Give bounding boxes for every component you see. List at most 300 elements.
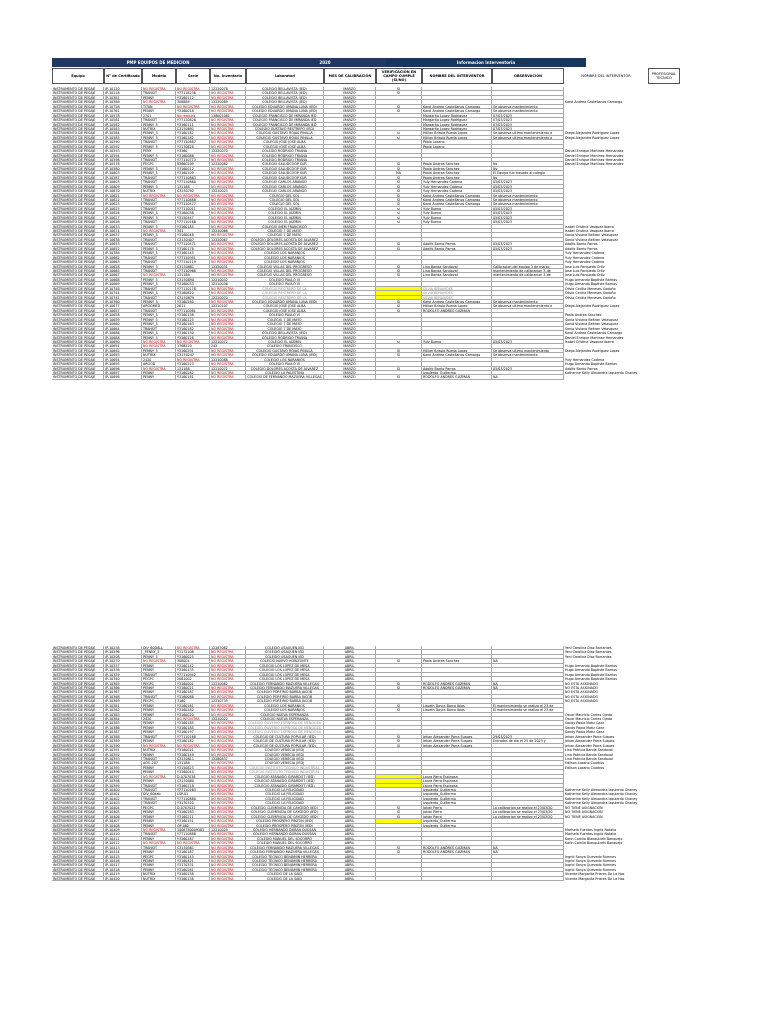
cell-certificado: IP-10408 [104, 824, 142, 828]
cell-modelo: PENNY_5 [142, 136, 176, 140]
cell-mes: MARZO [324, 91, 376, 95]
cell-mes: ABRIL [324, 877, 376, 881]
cell-interventor: Johan Parra [422, 810, 492, 814]
cell-modelo: PENNY [142, 721, 176, 725]
cell-equipo: INSTRUMENTO DE PESAJE [52, 313, 104, 317]
cell-inventario: 12220070 [210, 149, 246, 153]
cell-modelo: DIV_60DALL [142, 646, 176, 650]
cell-certificado: IP-10578 [104, 162, 142, 166]
cell-nombre-interventor: Vicente Margarita Prieres De La Hoz [565, 876, 625, 881]
cell-equipo: INSTRUMENTO DE PESAJE [52, 815, 104, 819]
cell-equipo: INSTRUMENTO DE PESAJE [52, 220, 104, 224]
cell-mes: ABRIL [324, 846, 376, 850]
cell-modelo: PENNY [142, 779, 176, 783]
cell-verificacion: SI [376, 273, 422, 277]
cell-verificacion: SI [376, 815, 422, 819]
cell-serie: C3150879 [176, 296, 210, 300]
cell-equipo: INSTRUMENTO DE PESAJE [52, 739, 104, 743]
cell-certificado: IP-10399 [104, 784, 142, 788]
cell-serie: Y77110828 [176, 118, 210, 122]
cell-certificado: IP-10339 [104, 673, 142, 677]
cell-serie: No registra [176, 114, 210, 118]
cell-laboratorio: COLEGIO LA PALESTINA [246, 371, 324, 375]
cell-serie: Y3160161 [176, 704, 210, 708]
cell-modelo: 2701 [142, 114, 176, 118]
cell-modelo: NO REGISTRA [142, 344, 176, 348]
cell-equipo: INSTRUMENTO DE PESAJE [52, 269, 104, 273]
cell-serie: C3150247 [176, 353, 210, 357]
cell-interventor: Paola Andrea Sanchez [422, 162, 492, 166]
cell-mes: ABRIL [324, 761, 376, 765]
cell-laboratorio: COLEGIO CARLOS ARANGO [246, 185, 324, 189]
cell-modelo: PENNY [142, 850, 176, 854]
cell-inventario: NO REGISTRA [210, 784, 246, 788]
cell-equipo: INSTRUMENTO DE PESAJE [52, 828, 104, 832]
cell-serie: 1008780009181 [176, 828, 210, 832]
cell-laboratorio: COLEGIO FERNANDO MAZUERA VILLEGAS [246, 686, 324, 690]
cell-nombre-interventor: Edilson Lozano Cuadros [565, 765, 605, 770]
cell-laboratorio: COLEGIO FRANCISCO [246, 344, 324, 348]
cell-mes: MARZO [324, 291, 376, 295]
cell-nombre-interventor: Katherine Kelly Alexandra Izquierdo Chaney [565, 796, 638, 801]
cell-inventario: NO REGISTRA [210, 313, 246, 317]
cell-laboratorio: COLEGIO CLEMENCIA DE CAYCEDO (IED) [246, 815, 324, 819]
cell-equipo: INSTRUMENTO DE PESAJE [52, 260, 104, 264]
cell-verificacion: SI [376, 202, 422, 206]
cell-nombre-interventor: Yeni Carolina Diaz Barrantes [565, 650, 612, 655]
cell-certificado: IP-10386 [104, 726, 142, 730]
cell-equipo: INSTRUMENTO DE PESAJE [52, 806, 104, 810]
cell-inventario: 12210088 [210, 358, 246, 362]
cell-nombre-interventor: NO TIENE ASIGNACION [565, 810, 603, 815]
cell-modelo: PENNY_5 [142, 318, 176, 322]
cell-inventario: 12220089 [210, 100, 246, 104]
cell-certificado: IP-10338 [104, 668, 142, 672]
cell-laboratorio: COLEGIO SALUDCOOP SUR [246, 162, 324, 166]
cell-serie: Y77110178 [176, 287, 210, 291]
table-row [52, 877, 664, 881]
cell-modelo: PENNY_5 [142, 291, 176, 295]
cell-nombre-interventor: Hugo Armando Baptiste Barrios [565, 277, 618, 282]
cell-certificado: IP-10407 [104, 819, 142, 823]
cell-modelo: PENNY_5 [142, 251, 176, 255]
cell-certificado: IP-10637 [104, 233, 142, 237]
cell-laboratorio: COLEGIO LA FELICIDAD [246, 788, 324, 792]
cell-certificado: IP-10667 [104, 273, 142, 277]
cell-inventario: NO REGISTRA [210, 287, 246, 291]
cell-modelo: PENNY [142, 824, 176, 828]
cell-laboratorio: COLEGIO LOS LOPEZ DE MESA [246, 664, 324, 668]
cell-observacion: Se observa mantenimiento [492, 109, 564, 113]
cell-serie: Y3160163 [176, 322, 210, 326]
cell-inventario: NO REGISTRA [210, 211, 246, 215]
cell-serie: Y3160118 [176, 784, 210, 788]
cell-modelo: TRANSIT [142, 757, 176, 761]
cell-serie: Y3170320 [176, 801, 210, 805]
cell-equipo: INSTRUMENTO DE PESAJE [52, 149, 104, 153]
cell-modelo: TRANSIT [142, 91, 176, 95]
cell-modelo: NUTRIX [142, 877, 176, 881]
cell-verificacion: SI [376, 682, 422, 686]
cell-mes: MARZO [324, 256, 376, 260]
cell-interventor: RODOLFO ANDRES GUZMAN [422, 375, 492, 379]
cell-inventario: NO REGISTRA [210, 242, 246, 246]
cell-laboratorio: COLEGIO FERNANDO MAZUERA VILLEGAS [246, 846, 324, 850]
cell-laboratorio: COLEGIO DOLORES ACOSTA DE ALVAREZ [246, 367, 324, 371]
cell-equipo: INSTRUMENTO DE PESAJE [52, 202, 104, 206]
cell-nombre-interventor: Karol Andrea Castellanos Camargo [565, 100, 623, 105]
cell-serie: 2081002 [176, 677, 210, 681]
cell-observacion: El mantenimiento se realiza el 23 de [492, 708, 564, 712]
cell-inventario: NO REGISTRA [210, 127, 246, 131]
cell-serie: Y3150823 [176, 766, 210, 770]
cell-interventor: Margarita Lopez Rodriguez [422, 118, 492, 122]
cell-inventario: 12220067 [210, 238, 246, 242]
cell-observacion: mantenimiento de calibracion 3 de [492, 269, 564, 273]
cell-laboratorio: COLEGIO FERNANDO MAZUERA VILLEGAS [246, 682, 324, 686]
cell-modelo: PENNY [142, 713, 176, 717]
cell-nombre-interventor: Sonia Viviana Beltran Velasquez [565, 237, 618, 242]
cell-serie: Y77110860 [176, 180, 210, 184]
cell-mes: MARZO [324, 260, 376, 264]
cell-laboratorio: COLEGIO RODRIGO TRIANA [246, 336, 324, 340]
cell-modelo: PENNY [142, 863, 176, 867]
cell-equipo: INSTRUMENTO DE PESAJE [52, 180, 104, 184]
cell-inventario: NO REGISTRA [210, 251, 246, 255]
cell-mes: MARZO [324, 375, 376, 379]
cell-verificacion: si [376, 211, 422, 215]
header-equipo: Equipo [52, 68, 104, 84]
cell-modelo: TRANSIT [142, 695, 176, 699]
cell-inventario: NO REGISTRA [210, 837, 246, 841]
cell-mes: ABRIL [324, 713, 376, 717]
cell-modelo: PENNY [142, 730, 176, 734]
cell-interventor: Laura Parra Espinosa [422, 775, 492, 779]
cell-certificado: IP-10698 [104, 375, 142, 379]
cell-laboratorio: COLEGIO 7 DE MAYO [246, 318, 324, 322]
cell-observacion: NA [492, 682, 564, 686]
cell-serie: Y3160150 [176, 331, 210, 335]
cell-observacion: Ns [492, 167, 564, 171]
cell-interventor: RODOLFO ANDRES GUZMAN [422, 686, 492, 690]
cell-certificado: IP-10389 [104, 739, 142, 743]
cell-mes: MARZO [324, 269, 376, 273]
cell-modelo: PENNY [142, 770, 176, 774]
cell-mes: MARZO [324, 313, 376, 317]
cell-certificado: IP-10382 [104, 708, 142, 712]
cell-serie: C3150792 [176, 189, 210, 193]
cell-verificacion: si [376, 216, 422, 220]
cell-certificado: IP-10587 [104, 176, 142, 180]
cell-observacion: Se observa ultimo mantenimiento [492, 349, 564, 353]
cell-mes: MARZO [324, 176, 376, 180]
cell-inventario: NO REGISTRA [210, 207, 246, 211]
cell-interventor: Margarita Lopez Rodriguez [422, 127, 492, 131]
cell-equipo: INSTRUMENTO DE PESAJE [52, 824, 104, 828]
cell-laboratorio: COLEGIO USAQUEN IED [246, 646, 324, 650]
cell-observacion: mantenimiento de calibracion 3 de [492, 273, 564, 277]
cell-inventario: NO REGISTRA [210, 194, 246, 198]
cell-mes: MARZO [324, 362, 376, 366]
cell-nombre-interventor: Hugo Armando Baptiste Barrios [565, 672, 618, 677]
cell-serie: 83660209 [176, 162, 210, 166]
cell-serie: Y3160021 [176, 686, 210, 690]
cell-laboratorio: COLEGIO TECNICO BENJAMIN HERRERA [246, 868, 324, 872]
cell-serie: Y3160048 [176, 233, 210, 237]
cell-laboratorio: COLEGIO HERNANDO DURAN DUSSAN [246, 832, 324, 836]
cell-verificacion: SI [376, 91, 422, 95]
cell-nombre-interventor: Sonia Viviana Beltran Velasquez [565, 322, 618, 327]
cell-mes: ABRIL [324, 735, 376, 739]
cell-verificacion: SI [376, 806, 422, 810]
cell-certificado: IP-10388 [104, 100, 142, 104]
cell-equipo: INSTRUMENTO DE PESAJE [52, 713, 104, 717]
cell-inventario: NO REGISTRA [210, 650, 246, 654]
cell-certificado: IP-10578 [104, 114, 142, 118]
cell-modelo: NUTRIX [142, 127, 176, 131]
cell-equipo: INSTRUMENTO DE PESAJE [52, 96, 104, 100]
cell-nombre-interventor: Olivia Cecilia Meneses Godoño [565, 291, 616, 296]
cell-mes: ABRIL [324, 690, 376, 694]
cell-laboratorio: COLEGIO USAQUEN IED [246, 650, 324, 654]
cell-mes: MARZO [324, 202, 376, 206]
cell-interventor: Izquierdo_Guillermo [422, 797, 492, 801]
cell-nombre-interventor: Vicente Margarita Prieres De La Hoz [565, 872, 625, 877]
cell-inventario: NO REGISTRA [210, 761, 246, 765]
cell-modelo: TRANSIT [142, 256, 176, 260]
cell-mes: MARZO [324, 211, 376, 215]
cell-certificado: IP-10296 [104, 650, 142, 654]
cell-mes: MARZO [324, 158, 376, 162]
cell-serie: Y3160025 [176, 655, 210, 659]
cell-laboratorio: COLEGIO VILLAS DEL PROGRESO [246, 265, 324, 269]
cell-certificado: IP-10692 [104, 349, 142, 353]
cell-equipo: INSTRUMENTO DE PESAJE [52, 788, 104, 792]
cell-equipo: INSTRUMENTO DE PESAJE [52, 225, 104, 229]
cell-interventor: Lina Banda Sandoval [422, 269, 492, 273]
cell-inventario: 12287082 [210, 646, 246, 650]
cell-equipo: INSTRUMENTO DE PESAJE [52, 863, 104, 867]
cell-equipo: INSTRUMENTO DE PESAJE [52, 296, 104, 300]
cell-inventario: 12280837 [210, 757, 246, 761]
cell-serie: 1768220 [176, 344, 210, 348]
cell-equipo: INSTRUMENTO DE PESAJE [52, 322, 104, 326]
cell-equipo: INSTRUMENTO DE PESAJE [52, 109, 104, 113]
cell-mes: ABRIL [324, 788, 376, 792]
cell-mes: MARZO [324, 251, 376, 255]
cell-laboratorio: COLEGIO RODRIGO TRIANA [246, 149, 324, 153]
cell-interventor: Paola Andrea Sanchez [422, 659, 492, 663]
cell-laboratorio: COLEGIO LOS LOPEZ DE MESA [246, 673, 324, 677]
cell-nombre-interventor: Edilson Lozano Cuadros [565, 761, 605, 766]
cell-equipo: INSTRUMENTO DE PESAJE [52, 717, 104, 721]
cell-equipo: INSTRUMENTO DE PESAJE [52, 699, 104, 703]
cell-modelo: 2420 [142, 358, 176, 362]
cell-mes: MARZO [324, 322, 376, 326]
cell-modelo: PENNY_5 [142, 211, 176, 215]
cell-modelo: PENNY_5 [142, 225, 176, 229]
cell-inventario: NO REGISTRA [210, 659, 246, 663]
cell-equipo: INSTRUMENTO DE PESAJE [52, 855, 104, 859]
cell-certificado: IP-10120 [104, 87, 142, 91]
cell-serie: Y3160820 [176, 291, 210, 295]
cell-equipo: INSTRUMENTO DE PESAJE [52, 708, 104, 712]
cell-serie: Y77110968 [176, 269, 210, 273]
cell-inventario: NO REGISTRA [210, 668, 246, 672]
cell-equipo: INSTRUMENTO DE PESAJE [52, 265, 104, 269]
cell-nombre-interventor: Sonia Viviana Beltran Velasquez [565, 317, 618, 322]
cell-equipo: INSTRUMENTO DE PESAJE [52, 753, 104, 757]
cell-certificado: IP-10695 [104, 362, 142, 366]
cell-equipo: INSTRUMENTO DE PESAJE [52, 868, 104, 872]
cell-nombre-interventor: Isabel Cristina Vasquez Ibarra [565, 339, 614, 344]
cell-certificado: IP-10658 [104, 313, 142, 317]
cell-equipo: INSTRUMENTO DE PESAJE [52, 695, 104, 699]
cell-verificacion: SI [376, 198, 422, 202]
header-laboratorio: Laboratori [246, 68, 324, 84]
cell-equipo: INSTRUMENTO DE PESAJE [52, 100, 104, 104]
cell-equipo: INSTRUMENTO DE PESAJE [52, 344, 104, 348]
cell-serie: Y3160038 [176, 211, 210, 215]
cell-mes: MARZO [324, 353, 376, 357]
cell-certificado: IP-10391 [104, 748, 142, 752]
cell-nombre-interventor: Hugo Armando Baptiste Barrios [565, 282, 618, 287]
cell-nombre-interventor: Jose Luis Parqueda Ortiz [565, 273, 605, 278]
cell-interventor: Izquierdo_Guillermo [422, 371, 492, 375]
cell-serie: 2611 [176, 304, 210, 308]
cell-mes: ABRIL [324, 855, 376, 859]
cell-mes: MARZO [324, 136, 376, 140]
cell-inventario: NO REGISTRA [210, 216, 246, 220]
cell-mes: MARZO [324, 336, 376, 340]
cell-mes: ABRIL [324, 841, 376, 845]
cell-nombre-interventor: Diego Alejandro Rodriguez Lopez [565, 131, 620, 136]
cell-serie: Y3160128 [176, 336, 210, 340]
cell-interventor: Yuly Bueno [422, 207, 492, 211]
cell-mes: MARZO [324, 278, 376, 282]
cell-inventario: NO REGISTRA [210, 131, 246, 135]
cell-nombre-interventor: Sonia Viviana Beltran Velasquez [565, 233, 618, 238]
cell-laboratorio: COLEGIO EL JAZMIN [246, 211, 324, 215]
cell-observacion: Se observa mantenimiento [492, 194, 564, 198]
cell-serie: Y3160282 [176, 708, 210, 712]
cell-inventario: NO REGISTRA [210, 704, 246, 708]
cell-certificado: IP-10674 [104, 229, 142, 233]
cell-modelo: TRANSIT [142, 198, 176, 202]
cell-observacion: Se observa mantenimiento [492, 300, 564, 304]
cell-certificado: IP-10761 [104, 109, 142, 113]
cell-laboratorio: COLEGIO SALUDCOOP SUR [246, 171, 324, 175]
cell-modelo: TITAN [142, 105, 176, 109]
cell-inventario: NO REGISTRA [210, 695, 246, 699]
cell-inventario: NO REGISTRA [210, 841, 246, 845]
cell-laboratorio: COLEGIO 7 DE MAYO [246, 233, 324, 237]
cell-observacion: NA [492, 846, 564, 850]
cell-laboratorio: COLEGIO DEL SOL [246, 202, 324, 206]
cell-nombre-interventor: Daniel Enrique Martinez Hernandez [565, 162, 624, 167]
cell-inventario: NO REGISTRA [210, 273, 246, 277]
cell-laboratorio: COLEGIO GUSTAVO ROJAS PINILLA [246, 136, 324, 140]
cell-nombre-interventor: Yuly Hernandez Cadena [565, 357, 605, 362]
cell-interventor: Izquierdo_Guillermo [422, 792, 492, 796]
cell-inventario: NO REGISTRA [210, 123, 246, 127]
cell-equipo: INSTRUMENTO DE PESAJE [52, 664, 104, 668]
cell-serie: Y77110981 [176, 309, 210, 313]
cell-inventario: 12210022 [210, 717, 246, 721]
cell-verificacion: SI [376, 194, 422, 198]
cell-verificacion: SI [376, 810, 422, 814]
cell-modelo: NO REGISTRA [142, 367, 176, 371]
cell-modelo: TRANSIT [142, 238, 176, 242]
cell-inventario: NO REGISTRA [210, 202, 246, 206]
cell-equipo: INSTRUMENTO DE PESAJE [52, 185, 104, 189]
cell-serie: Y3160421 [176, 859, 210, 863]
cell-modelo: TRANSIT [142, 327, 176, 331]
cell-certificado: IP-10581 [104, 118, 142, 122]
cell-laboratorio: COLEGIO DE LA SAID [246, 877, 324, 881]
cell-certificado: IP-10340 [104, 677, 142, 681]
cell-modelo: NO REGISTRA [142, 87, 176, 91]
cell-modelo: PENNY [142, 371, 176, 375]
cell-laboratorio: COLEGIO DOLORES ACOSTA DE ALVAREZ [246, 238, 324, 242]
cell-mes: ABRIL [324, 837, 376, 841]
cell-serie: Y3160138 [176, 877, 210, 881]
cell-nombre-interventor: NO ESTA ASIGNADO [565, 690, 599, 695]
cell-mes: MARZO [324, 198, 376, 202]
cell-laboratorio: COLEGIO LA FELICIDAD [246, 801, 324, 805]
cell-interventor: Karol Andrea Castellanos Camargo [422, 353, 492, 357]
cell-serie: Y3160181 [176, 375, 210, 379]
cell-laboratorio: COLEGIO JOSE JOSE ALBA [246, 145, 324, 149]
cell-certificado: IP-10270 [104, 659, 142, 663]
cell-certificado: IP-10663 [104, 260, 142, 264]
cell-equipo: INSTRUMENTO DE PESAJE [52, 318, 104, 322]
cell-mes: MARZO [324, 344, 376, 348]
cell-certificado: IP-10383 [104, 713, 142, 717]
cell-mes: MARZO [324, 287, 376, 291]
cell-modelo: PENNY_5 [142, 123, 176, 127]
cell-modelo: PENNY_5 [142, 655, 176, 659]
cell-equipo: INSTRUMENTO DE PESAJE [52, 216, 104, 220]
cell-laboratorio: COLEGIO EDUARDO UMAÑA LUNA (IED) [246, 353, 324, 357]
cell-verificacion: SI [376, 265, 422, 269]
cell-inventario: NO REGISTRA [210, 872, 246, 876]
cell-inventario: NO REGISTRA [210, 349, 246, 353]
cell-mes: ABRIL [324, 810, 376, 814]
cell-modelo: PENNY [142, 109, 176, 113]
cell-laboratorio: COLEGIO EL JAZMIN [246, 216, 324, 220]
cell-equipo: INSTRUMENTO DE PESAJE [52, 775, 104, 779]
cell-laboratorio: COLEGIO FERNANDO MAZUERA VILLEGAS [246, 850, 324, 854]
cell-equipo: INSTRUMENTO DE PESAJE [52, 761, 104, 765]
cell-mes: MARZO [324, 167, 376, 171]
cell-serie: Y3160138 [176, 313, 210, 317]
cell-inventario: NO REGISTRA [210, 136, 246, 140]
cell-serie: Y3160112 [176, 96, 210, 100]
cell-interventor: Laura Parra Espinosa [422, 779, 492, 783]
cell-certificado: IP-10696 [104, 367, 142, 371]
cell-equipo: INSTRUMENTO DE PESAJE [52, 801, 104, 805]
cell-modelo: PENNY [142, 686, 176, 690]
cell-inventario: NO REGISTRA [210, 198, 246, 202]
cell-verificacion: si [376, 131, 422, 135]
cell-certificado: IP-10208 [104, 655, 142, 659]
cell-verificacion: SI [376, 300, 422, 304]
cell-modelo: TRANSIT [142, 832, 176, 836]
cell-equipo: INSTRUMENTO DE PESAJE [52, 686, 104, 690]
cell-serie: Y3160012 [176, 167, 210, 171]
cell-equipo: INSTRUMENTO DE PESAJE [52, 877, 104, 881]
